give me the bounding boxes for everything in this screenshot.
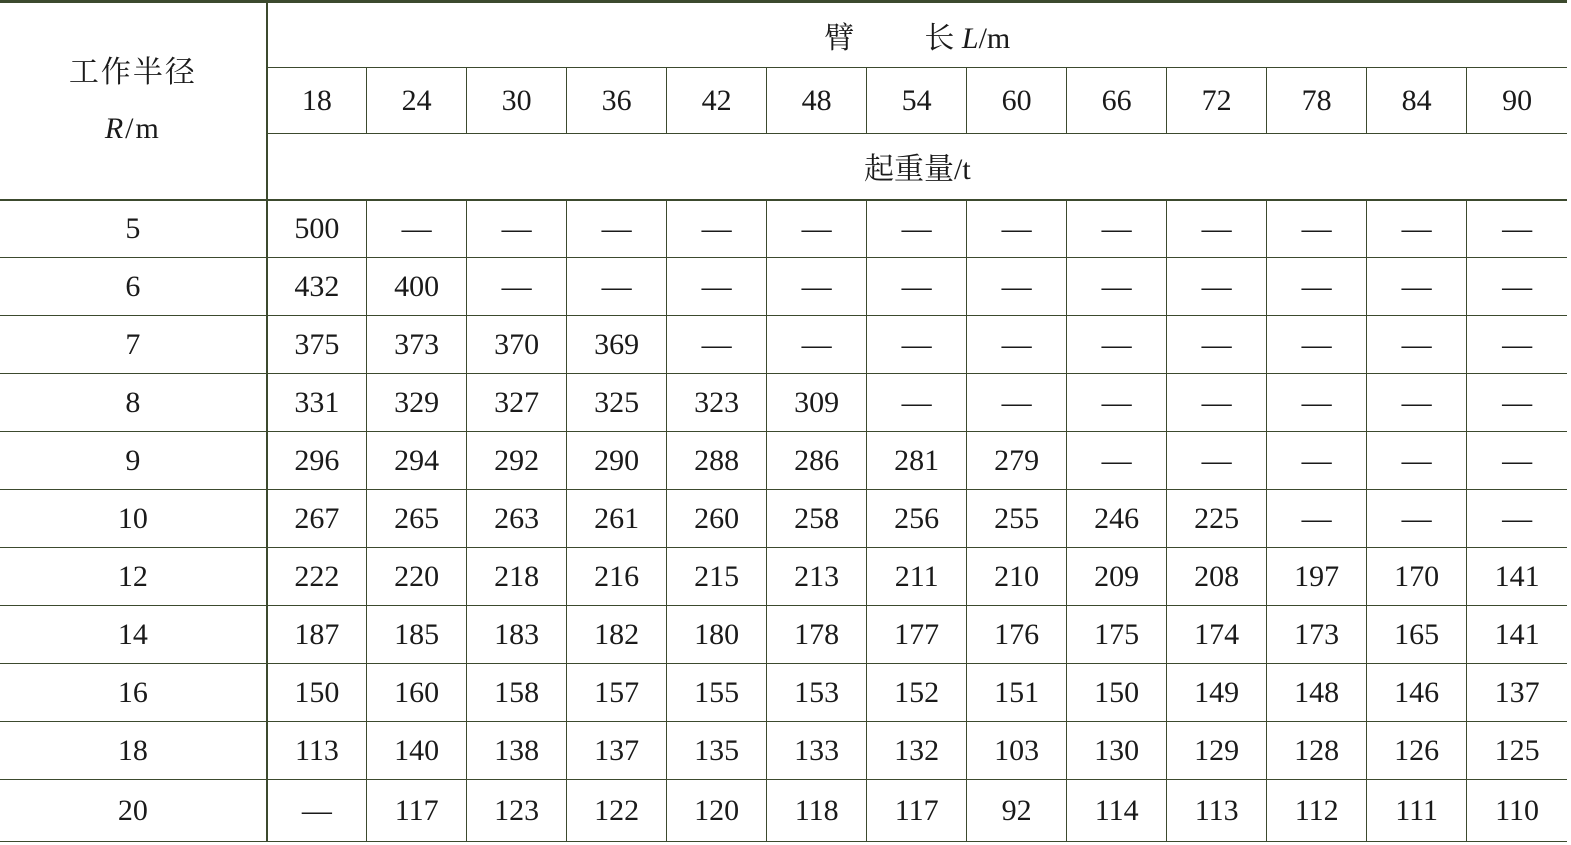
radius-cell: 18 <box>0 722 267 780</box>
capacity-cell: 137 <box>1467 664 1567 722</box>
arm-length-cell: 60 <box>967 68 1067 134</box>
capacity-cell: 128 <box>1267 722 1367 780</box>
capacity-cell: 197 <box>1267 548 1367 606</box>
capacity-cell: 296 <box>267 432 367 490</box>
capacity-cell: 288 <box>667 432 767 490</box>
radius-cell: 6 <box>0 258 267 316</box>
capacity-cell: — <box>1467 200 1567 258</box>
capacity-cell: 122 <box>567 780 667 842</box>
capacity-cell: — <box>1367 374 1467 432</box>
capacity-cell: 160 <box>367 664 467 722</box>
capacity-cell: 327 <box>467 374 567 432</box>
capacity-cell: — <box>1267 200 1367 258</box>
capacity-cell: 112 <box>1267 780 1367 842</box>
capacity-cell: — <box>1067 374 1167 432</box>
capacity-cell: — <box>767 316 867 374</box>
table-body <box>0 200 1567 842</box>
capacity-cell: 120 <box>667 780 767 842</box>
table-row <box>0 664 1567 722</box>
capacity-cell: 185 <box>367 606 467 664</box>
capacity-cell: 141 <box>1467 548 1567 606</box>
capacity-cell: 117 <box>867 780 967 842</box>
capacity-cell: — <box>967 258 1067 316</box>
capacity-cell: 111 <box>1367 780 1467 842</box>
arm-length-cell: 36 <box>567 68 667 134</box>
arm-length-cell: 72 <box>1167 68 1267 134</box>
capacity-cell: 246 <box>1067 490 1167 548</box>
capacity-cell: 92 <box>967 780 1067 842</box>
capacity-cell: 183 <box>467 606 567 664</box>
capacity-cell: 209 <box>1067 548 1167 606</box>
capacity-cell: 323 <box>667 374 767 432</box>
capacity-cell: 176 <box>967 606 1067 664</box>
capacity-cell: 256 <box>867 490 967 548</box>
capacity-cell: — <box>967 374 1067 432</box>
capacity-cell: — <box>1367 490 1467 548</box>
capacity-cell: 325 <box>567 374 667 432</box>
table-row <box>0 780 1567 842</box>
capacity-cell: — <box>367 200 467 258</box>
radius-cell: 16 <box>0 664 267 722</box>
capacity-cell: — <box>667 258 767 316</box>
capacity-cell: 290 <box>567 432 667 490</box>
radius-header-line1: 工作半径 <box>68 55 197 89</box>
capacity-cell: 110 <box>1467 780 1567 842</box>
table-row <box>0 490 1567 548</box>
radius-cell: 12 <box>0 548 267 606</box>
capacity-cell: 286 <box>767 432 867 490</box>
capacity-cell: — <box>1067 200 1167 258</box>
capacity-cell: 114 <box>1067 780 1167 842</box>
arm-length-cell: 54 <box>867 68 967 134</box>
radius-cell: 8 <box>0 374 267 432</box>
capacity-cell: 187 <box>267 606 367 664</box>
capacity-cell: 113 <box>1167 780 1267 842</box>
capacity-cell: 369 <box>567 316 667 374</box>
capacity-cell: — <box>1167 258 1267 316</box>
capacity-cell: 137 <box>567 722 667 780</box>
capacity-cell: 213 <box>767 548 867 606</box>
radius-cell: 7 <box>0 316 267 374</box>
capacity-cell: 103 <box>967 722 1067 780</box>
capacity-cell: — <box>1367 316 1467 374</box>
radius-cell: 14 <box>0 606 267 664</box>
capacity-cell: 375 <box>267 316 367 374</box>
arm-length-cell: 84 <box>1367 68 1467 134</box>
capacity-cell: — <box>467 258 567 316</box>
radius-header-cell <box>0 2 267 200</box>
capacity-cell: 135 <box>667 722 767 780</box>
capacity-cell: — <box>1267 432 1367 490</box>
capacity-cell: 500 <box>267 200 367 258</box>
table-row <box>0 316 1567 374</box>
capacity-cell: 215 <box>667 548 767 606</box>
capacity-cell: 216 <box>567 548 667 606</box>
capacity-cell: 130 <box>1067 722 1167 780</box>
capacity-cell: 210 <box>967 548 1067 606</box>
capacity-cell: — <box>767 258 867 316</box>
capacity-cell: — <box>1267 258 1367 316</box>
capacity-cell: — <box>1467 432 1567 490</box>
capacity-cell: 258 <box>767 490 867 548</box>
capacity-cell: 152 <box>867 664 967 722</box>
capacity-cell: 225 <box>1167 490 1267 548</box>
capacity-cell: 279 <box>967 432 1067 490</box>
capacity-cell: 113 <box>267 722 367 780</box>
capacity-cell: 132 <box>867 722 967 780</box>
capacity-cell: — <box>267 780 367 842</box>
radius-cell: 20 <box>0 780 267 842</box>
capacity-cell: 432 <box>267 258 367 316</box>
capacity-cell: 138 <box>467 722 567 780</box>
capacity-cell: 125 <box>1467 722 1567 780</box>
capacity-cell: — <box>667 200 767 258</box>
table-row <box>0 258 1567 316</box>
arm-length-cell: 18 <box>267 68 367 134</box>
arm-length-header-cell <box>267 2 1567 68</box>
arm-length-cell: 42 <box>667 68 767 134</box>
capacity-cell: 222 <box>267 548 367 606</box>
capacity-cell: 165 <box>1367 606 1467 664</box>
arm-length-cell: 78 <box>1267 68 1367 134</box>
capacity-cell: 141 <box>1467 606 1567 664</box>
capacity-cell: — <box>567 258 667 316</box>
capacity-cell: 148 <box>1267 664 1367 722</box>
arm-length-cell: 66 <box>1067 68 1167 134</box>
capacity-cell: 175 <box>1067 606 1167 664</box>
capacity-cell: 178 <box>767 606 867 664</box>
capacity-cell: 400 <box>367 258 467 316</box>
capacity-cell: 146 <box>1367 664 1467 722</box>
header-row-arm-length <box>0 2 1567 68</box>
capacity-cell: — <box>1467 490 1567 548</box>
capacity-cell: 153 <box>767 664 867 722</box>
arm-header-var: L <box>961 22 979 55</box>
capacity-cell: — <box>567 200 667 258</box>
capacity-cell: 174 <box>1167 606 1267 664</box>
capacity-cell: 173 <box>1267 606 1367 664</box>
table-row <box>0 374 1567 432</box>
capacity-cell: 126 <box>1367 722 1467 780</box>
capacity-cell: 309 <box>767 374 867 432</box>
capacity-cell: 370 <box>467 316 567 374</box>
capacity-cell: — <box>1367 258 1467 316</box>
capacity-cell: 211 <box>867 548 967 606</box>
capacity-cell: 373 <box>367 316 467 374</box>
table-row <box>0 722 1567 780</box>
capacity-cell: 150 <box>1067 664 1167 722</box>
capacity-cell: — <box>867 200 967 258</box>
capacity-cell: 140 <box>367 722 467 780</box>
capacity-cell: — <box>767 200 867 258</box>
capacity-cell: 218 <box>467 548 567 606</box>
capacity-cell: 263 <box>467 490 567 548</box>
radius-cell: 10 <box>0 490 267 548</box>
capacity-cell: 133 <box>767 722 867 780</box>
capacity-cell: — <box>1267 316 1367 374</box>
capacity-cell: 180 <box>667 606 767 664</box>
capacity-cell: 117 <box>367 780 467 842</box>
arm-length-cell: 90 <box>1467 68 1567 134</box>
capacity-cell: — <box>867 316 967 374</box>
arm-header-text1: 臂 <box>824 22 855 55</box>
table-row <box>0 432 1567 490</box>
table-row <box>0 606 1567 664</box>
capacity-cell: 158 <box>467 664 567 722</box>
capacity-cell: 331 <box>267 374 367 432</box>
capacity-cell: — <box>467 200 567 258</box>
radius-header-label <box>0 45 266 157</box>
capacity-header-cell: 起重量/t <box>267 134 1567 200</box>
capacity-cell: 155 <box>667 664 767 722</box>
capacity-cell: — <box>1467 374 1567 432</box>
capacity-cell: 150 <box>267 664 367 722</box>
capacity-cell: — <box>667 316 767 374</box>
arm-header-text2: 长 <box>924 22 955 55</box>
capacity-cell: 170 <box>1367 548 1467 606</box>
capacity-cell: — <box>1167 316 1267 374</box>
capacity-cell: 255 <box>967 490 1067 548</box>
capacity-cell: — <box>1367 200 1467 258</box>
capacity-cell: — <box>867 258 967 316</box>
capacity-cell: — <box>1367 432 1467 490</box>
capacity-cell: — <box>967 316 1067 374</box>
capacity-cell: — <box>1167 432 1267 490</box>
radius-cell: 9 <box>0 432 267 490</box>
arm-length-cell: 24 <box>367 68 467 134</box>
capacity-cell: — <box>1467 258 1567 316</box>
capacity-cell: — <box>1067 432 1167 490</box>
arm-length-cell: 30 <box>467 68 567 134</box>
capacity-cell: 151 <box>967 664 1067 722</box>
capacity-cell: 267 <box>267 490 367 548</box>
capacity-cell: 220 <box>367 548 467 606</box>
table-row <box>0 548 1567 606</box>
capacity-cell: — <box>1167 200 1267 258</box>
radius-header-unit: /m <box>125 111 161 145</box>
capacity-cell: — <box>867 374 967 432</box>
arm-length-cell: 48 <box>767 68 867 134</box>
capacity-cell: — <box>1167 374 1267 432</box>
capacity-cell: 177 <box>867 606 967 664</box>
capacity-cell: 157 <box>567 664 667 722</box>
capacity-cell: 329 <box>367 374 467 432</box>
capacity-cell: — <box>1267 374 1367 432</box>
radius-cell: 5 <box>0 200 267 258</box>
capacity-cell: 149 <box>1167 664 1267 722</box>
capacity-cell: — <box>1067 316 1167 374</box>
capacity-cell: — <box>967 200 1067 258</box>
table-row <box>0 200 1567 258</box>
capacity-cell: 182 <box>567 606 667 664</box>
capacity-cell: 118 <box>767 780 867 842</box>
capacity-cell: 292 <box>467 432 567 490</box>
capacity-cell: 281 <box>867 432 967 490</box>
capacity-cell: — <box>1267 490 1367 548</box>
arm-header-unit: /m <box>978 22 1011 55</box>
capacity-cell: 260 <box>667 490 767 548</box>
capacity-cell: 261 <box>567 490 667 548</box>
capacity-cell: 294 <box>367 432 467 490</box>
capacity-cell: 265 <box>367 490 467 548</box>
capacity-cell: 208 <box>1167 548 1267 606</box>
capacity-cell: 123 <box>467 780 567 842</box>
capacity-cell: — <box>1067 258 1167 316</box>
capacity-cell: 129 <box>1167 722 1267 780</box>
capacity-cell: — <box>1467 316 1567 374</box>
radius-header-var: R <box>104 111 126 145</box>
